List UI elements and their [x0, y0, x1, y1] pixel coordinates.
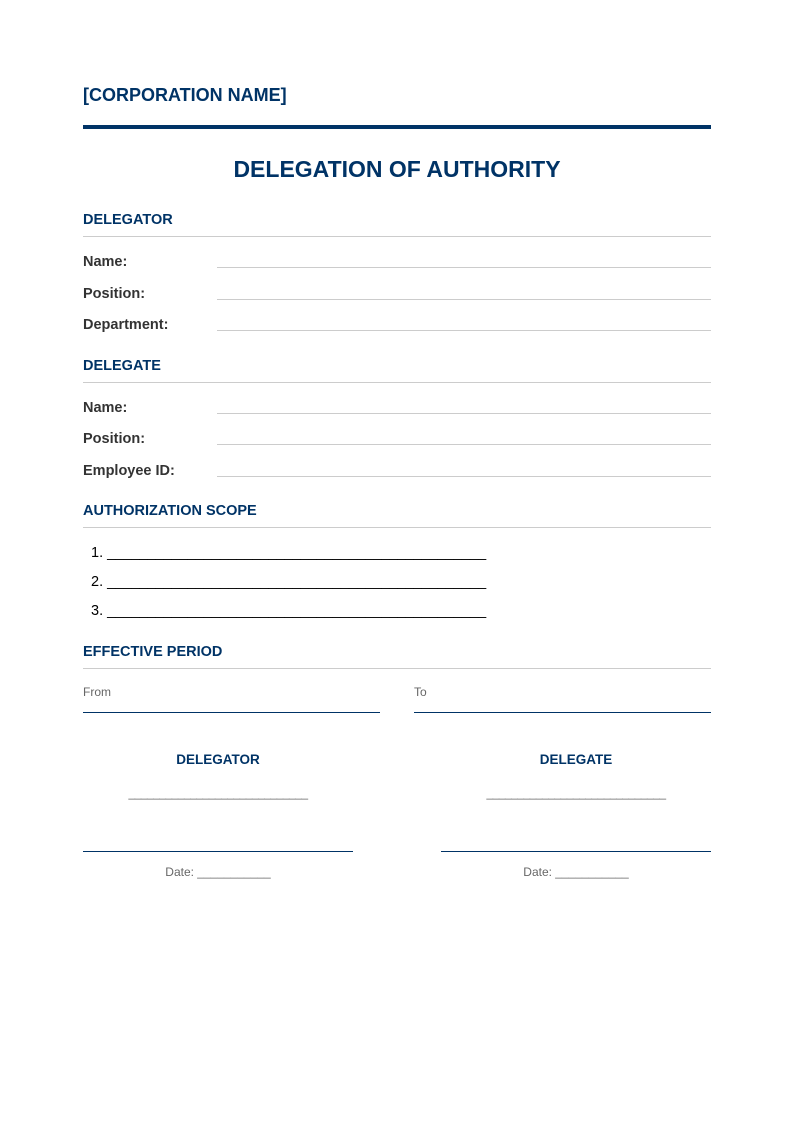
delegate-printed-name-field[interactable]: _____________________________ [486, 786, 666, 800]
delegate-section-heading: DELEGATE [83, 358, 711, 383]
field-label: Name: [83, 254, 128, 270]
delegator-signature-line[interactable] [83, 851, 353, 852]
to-label: To [414, 685, 427, 699]
delegate-signature-line[interactable] [441, 851, 711, 852]
field-label: Employee ID: [83, 463, 175, 479]
document-title: DELEGATION OF AUTHORITY [233, 156, 561, 182]
delegator-date-field[interactable]: Date: ___________ [165, 865, 271, 879]
field-label: Position: [83, 431, 146, 447]
delegate-date-field[interactable]: Date: ___________ [523, 865, 629, 879]
delegate-name-field[interactable] [217, 413, 711, 414]
delegator-signature-heading: DELEGATOR [176, 752, 260, 767]
scope-section-heading: AUTHORIZATION SCOPE [83, 503, 711, 528]
delegator-printed-name-field[interactable]: _____________________________ [128, 786, 308, 800]
field-label: Department: [83, 317, 169, 333]
scope-item-3[interactable]: 3. _______________________________________________ [91, 603, 487, 619]
delegate-employee-id-field[interactable] [217, 476, 711, 477]
period-section-heading: EFFECTIVE PERIOD [83, 644, 711, 669]
delegate-position-row [83, 431, 711, 451]
from-date-field[interactable] [83, 712, 380, 713]
delegator-name-row [83, 254, 711, 274]
to-date-field[interactable] [414, 712, 711, 713]
delegate-name-row [83, 400, 711, 420]
delegator-name-field[interactable] [217, 267, 711, 268]
scope-item-1[interactable]: 1. _______________________________________________ [91, 545, 487, 561]
header-divider [83, 125, 711, 129]
delegate-employee-id-row [83, 463, 711, 483]
delegator-department-row [83, 317, 711, 337]
corporation-name: [CORPORATION NAME] [83, 85, 287, 105]
field-label: Position: [83, 286, 146, 302]
delegator-position-field[interactable] [217, 299, 711, 300]
delegator-section-heading: DELEGATOR [83, 212, 711, 237]
delegator-position-row [83, 286, 711, 306]
scope-item-2[interactable]: 2. _______________________________________________ [91, 574, 487, 590]
delegator-department-field[interactable] [217, 330, 711, 331]
from-label: From [83, 685, 111, 699]
delegate-position-field[interactable] [217, 444, 711, 445]
field-label: Name: [83, 400, 128, 416]
delegate-signature-heading: DELEGATE [539, 752, 613, 767]
